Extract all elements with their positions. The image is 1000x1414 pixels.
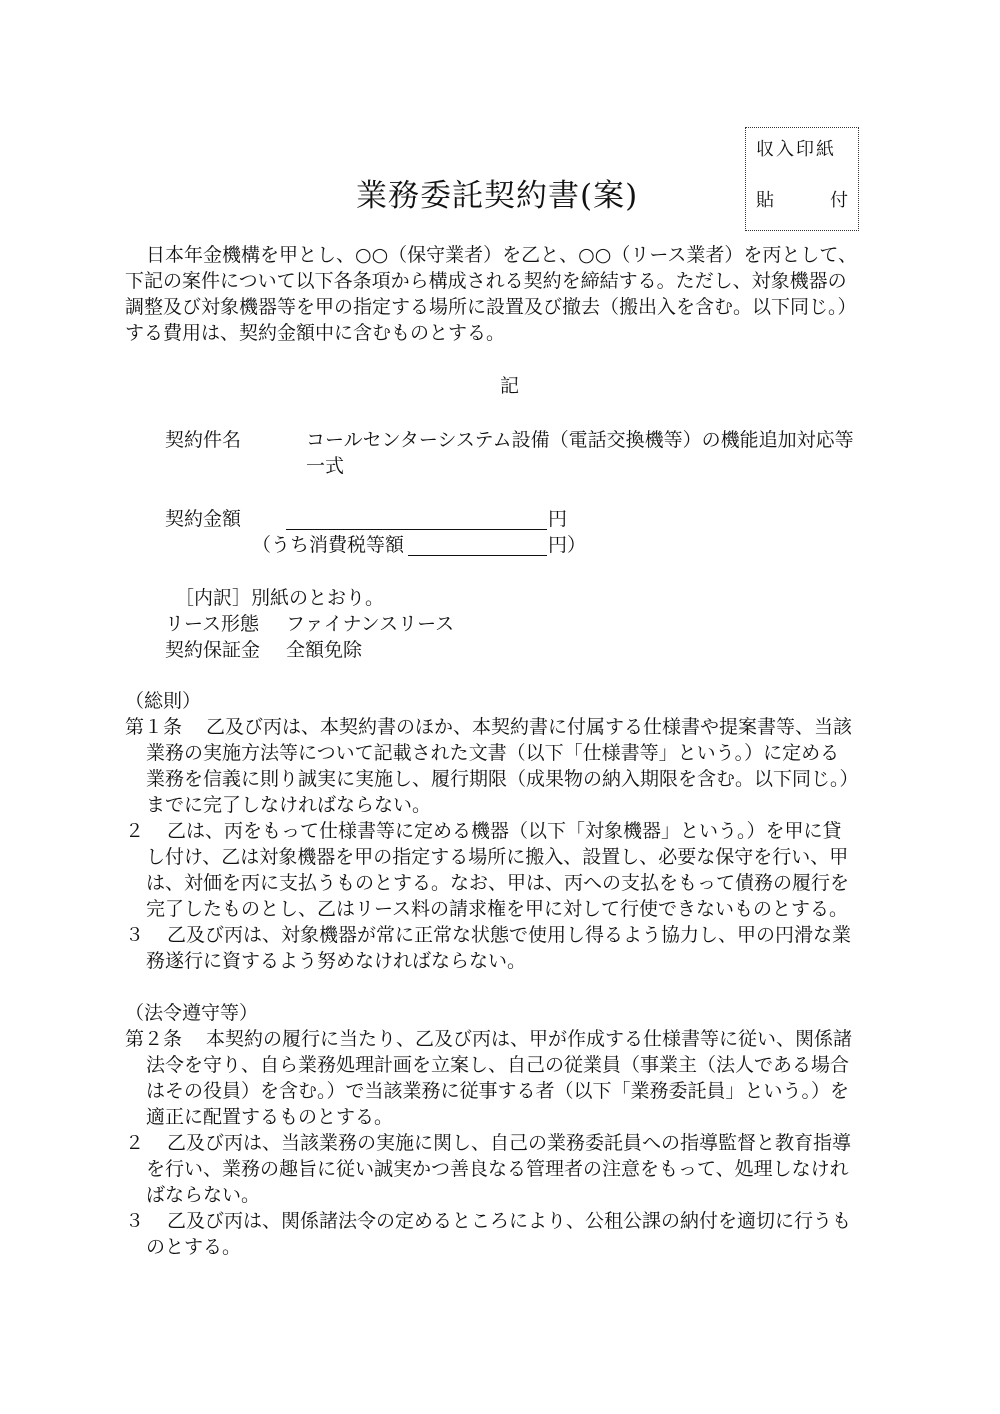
article2-p3-line-2: のとする。 [146, 1236, 242, 1258]
document-title: 業務委託契約書(案) [356, 178, 639, 214]
intro-line-3: 調整及び対象機器等を甲の指定する場所に設置及び撤去（搬出入を含む。以下同じ。） [125, 296, 857, 318]
deposit-value: 全額免除 [286, 639, 363, 661]
article1-p2-line-4: 完了したものとし、乙はリース料の請求権を甲に対して行使できないものとする。 [146, 898, 849, 920]
article2-p2-line-1: 乙及び丙は、当該業務の実施に関し、自己の業務委託員への指導監督と教育指導 [167, 1132, 852, 1154]
article2-p2-line-2: を行い、業務の趣旨に従い誠実かつ善良なる管理者の注意をもって、処理しなけれ [146, 1158, 849, 1180]
article1-p1-line-3: 業務を信義に則り誠実に実施し、履行期限（成果物の納入期限を含む。以下同じ。） [146, 768, 859, 790]
article2-p1-line-4: 適正に配置するものとする。 [146, 1106, 394, 1128]
intro-line-2: 下記の案件について以下各条項から構成される契約を締結する。ただし、対象機器の [125, 270, 847, 292]
article1-p1-line-4: までに完了しなければならない。 [146, 794, 432, 816]
contract-name-label: 契約件名 [165, 429, 242, 451]
article2-para2-number: ２ [125, 1132, 145, 1154]
article2-p1-line-3: はその役員）を含む。）で当該業務に従事する者（以下「業務委託員」という。）を [146, 1080, 850, 1102]
ki-heading: 記 [500, 375, 520, 397]
contract-name-value-2: 一式 [306, 455, 345, 477]
article1-label: 第１条 [125, 716, 183, 738]
section1-heading: （総則） [125, 690, 202, 712]
lease-type-label: リース形態 [165, 613, 260, 635]
amount-yen: 円 [548, 508, 568, 530]
article1-p1-line-1: 乙及び丙は、本契約書のほか、本契約書に付属する仕様書や提案書等、当該 [206, 716, 853, 738]
article2-para3-number: ３ [125, 1210, 145, 1232]
article2-p3-line-1: 乙及び丙は、関係諸法令の定めるところにより、公租公課の納付を適切に行うも [167, 1210, 852, 1232]
article2-p1-line-1: 本契約の履行に当たり、乙及び丙は、甲が作成する仕様書等に従い、関係諸 [206, 1028, 853, 1050]
article2-p1-line-2: 法令を守り、自ら業務処理計画を立案し、自己の従業員（事業主（法人である場合 [146, 1054, 850, 1076]
intro-line-4: する費用は、契約金額中に含むものとする。 [125, 322, 506, 344]
article1-para2-number: ２ [125, 820, 145, 842]
article2-label: 第２条 [125, 1028, 183, 1050]
article1-para3-number: ３ [125, 924, 145, 946]
amount-blank-line [286, 529, 547, 530]
stamp-affix-right: 付 [830, 190, 848, 211]
contract-amount-label: 契約金額 [165, 508, 242, 530]
stamp-label: 収入印紙 [756, 139, 836, 160]
article1-p3-line-1: 乙及び丙は、対象機器が常に正常な状態で使用し得るよう協力し、甲の円滑な業 [167, 924, 852, 946]
article1-p2-line-2: し付け、乙は対象機器を甲の指定する場所に搬入、設置し、必要な保守を行い、甲 [146, 846, 849, 868]
article1-p2-line-1: 乙は、丙をもって仕様書等に定める機器（以下「対象機器」という。）を甲に貸 [167, 820, 842, 842]
intro-line-1: 日本年金機構を甲とし、○○（保守業者）を乙と、○○（リース業者）を丙として、 [146, 244, 857, 266]
tax-amount-suffix: 円） [548, 534, 587, 556]
tax-blank-line [408, 555, 547, 556]
deposit-label: 契約保証金 [165, 639, 261, 661]
breakdown-note: ［内訳］別紙のとおり。 [175, 587, 385, 609]
revenue-stamp-box [745, 127, 859, 231]
article1-p3-line-2: 務遂行に資するよう努めなければならない。 [146, 950, 527, 972]
stamp-affix-left: 貼 [756, 190, 774, 211]
article2-p2-line-3: ばならない。 [146, 1184, 261, 1206]
article1-p2-line-3: は、対価を丙に支払うものとする。なお、甲は、丙への支払をもって債務の履行を [146, 872, 850, 894]
section2-heading: （法令遵守等） [125, 1002, 259, 1024]
lease-type-value: ファイナンスリース [286, 613, 455, 635]
contract-name-value-1: コールセンターシステム設備（電話交換機等）の機能追加対応等 [306, 429, 854, 451]
article1-p1-line-2: 業務の実施方法等について記載された文書（以下「仕様書等」という。）に定める [146, 742, 840, 764]
tax-amount-prefix: （うち消費税等額 [252, 534, 405, 556]
